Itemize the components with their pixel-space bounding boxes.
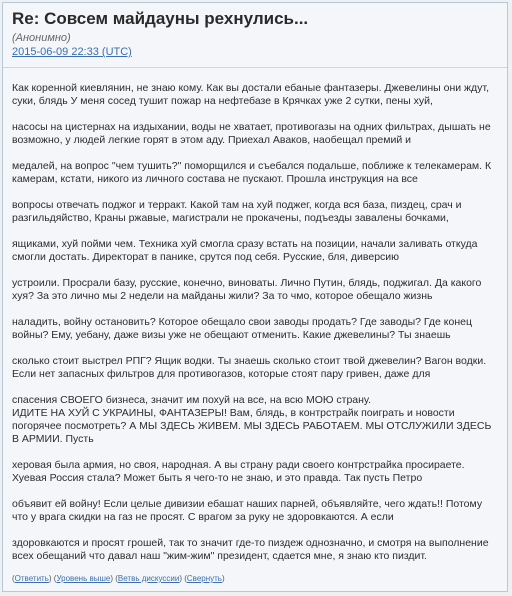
comment-paragraph: херовая была армия, но своя, народная. А вы страну ради своего контрстрайка просираете. Хуевая Россия стала? Может быть я чего-то не знаю, и это правда. Так пусть Петро [12, 459, 465, 484]
comment-paragraph: наладить, войну остановить? Которое обещало свои заводы продать? Где заводы? Где конец войны? Ему, уебану, даже визы уже не обещают отменить. Какие джевелины? Ты знаешь [12, 316, 472, 341]
reply-link[interactable]: Ответить [14, 574, 49, 583]
comment-paragraph: ящиками, хуй пойми чем. Техника хуй смогла сразу встать на позиции, начали заливать откуда смогли достать. Директорат в панике, срутся под себя. Русские, бля, диверсию [12, 238, 478, 263]
header-divider [3, 67, 507, 68]
comment-paragraph: Как коренной киевлянин, не знаю кому. Как вы достали ебаные фантазеры. Джевелины они ждут, суки, блядь У меня сосед тушит пожар на нефтебазе в Крячках уже 2 сутки, пены хуй, [12, 82, 489, 107]
comment-paragraph: объявит ей войну! Если целые дивизии ебашат наших парней, объявляйте, чего ждать!! Потому что у врага скидки на газ не просят. С врагом за руку не здоровкаются. А если [12, 498, 483, 523]
comment-paragraph: насосы на цистернах на издыхании, воды не хватает, противогазы на одних фильтрах, дышать не возможно, у людей легкие горят в этом аду. Приехал Аваков, наобещал премий и [12, 121, 491, 146]
comment-author: (Анонимно) [12, 32, 71, 44]
comment-title: Re: Совсем майдауны рехнулись... [12, 9, 309, 28]
comment-header [3, 3, 507, 61]
comment-paragraph: сколько стоит выстрел РПГ? Ящик водки. Ты знаешь сколько стоит твой джевелин? Вагон водки. Если нет запасных фильтров для противогазов, которые стоят пару гривен, даже для [12, 355, 487, 380]
parent-level-link[interactable]: Уровень выше [56, 574, 111, 583]
comment-paragraph: вопросы отвечать поджог и терракт. Какой там на хуй поджег, когда вся база, пиздец, срач и разгильдяйство, Краны ржавые, магистрали не прокачены, подъезды завалены бочками, [12, 199, 462, 224]
comment-date-link[interactable]: 2015-06-09 22:33 (UTC) [12, 46, 132, 58]
comment-paragraph: спасения СВОЕГО бизнеса, значит им похуй на все, на всю МОЮ страну. [12, 394, 372, 406]
comment-paragraph: медалей, на вопрос "чем тушить?" поморщился и съебался подальше, поближе к телекамерам. К камерам, кстати, никого из личного состава не пускают. Прошла инструкция на все [12, 160, 492, 185]
comment-actions: (Ответить) (Уровень выше) (Ветвь дискуссии) (Свернуть) [12, 574, 225, 583]
thread-link[interactable]: Ветвь дискуссии [117, 574, 180, 583]
comment-paragraph: здоровкаются и просят грошей, так то значит где-то пиздеж однозначно, и смотря на выполнение всех обещаний что давал наш "жим-жим" президент, сдается мне, я знаю кто пиздит. [12, 537, 489, 562]
comment-panel [2, 2, 508, 592]
comment-paragraph: устроили. Просрали базу, русские, конечно, виноваты. Лично Путин, блядь, поджигал. Да какого хуя? За это лично мы 2 недели на майданы жили? За то чмо, которое обещало жизнь [12, 277, 482, 302]
collapse-link[interactable]: Свернуть [186, 574, 222, 583]
comment-paragraph: ИДИТЕ НА ХУЙ С УКРАИНЫ, ФАНТАЗЕРЫ! Вам, блядь, в контрстрайк поиграть и новости погорячее посмотреть? А МЫ ЗДЕСЬ ЖИВЕМ. МЫ ЗДЕСЬ РАБОТАЕМ. МЫ ОТСЛУЖИЛИ ЗДЕСЬ В АРМИИ. Пусть [12, 407, 492, 445]
comment-body [12, 82, 498, 576]
